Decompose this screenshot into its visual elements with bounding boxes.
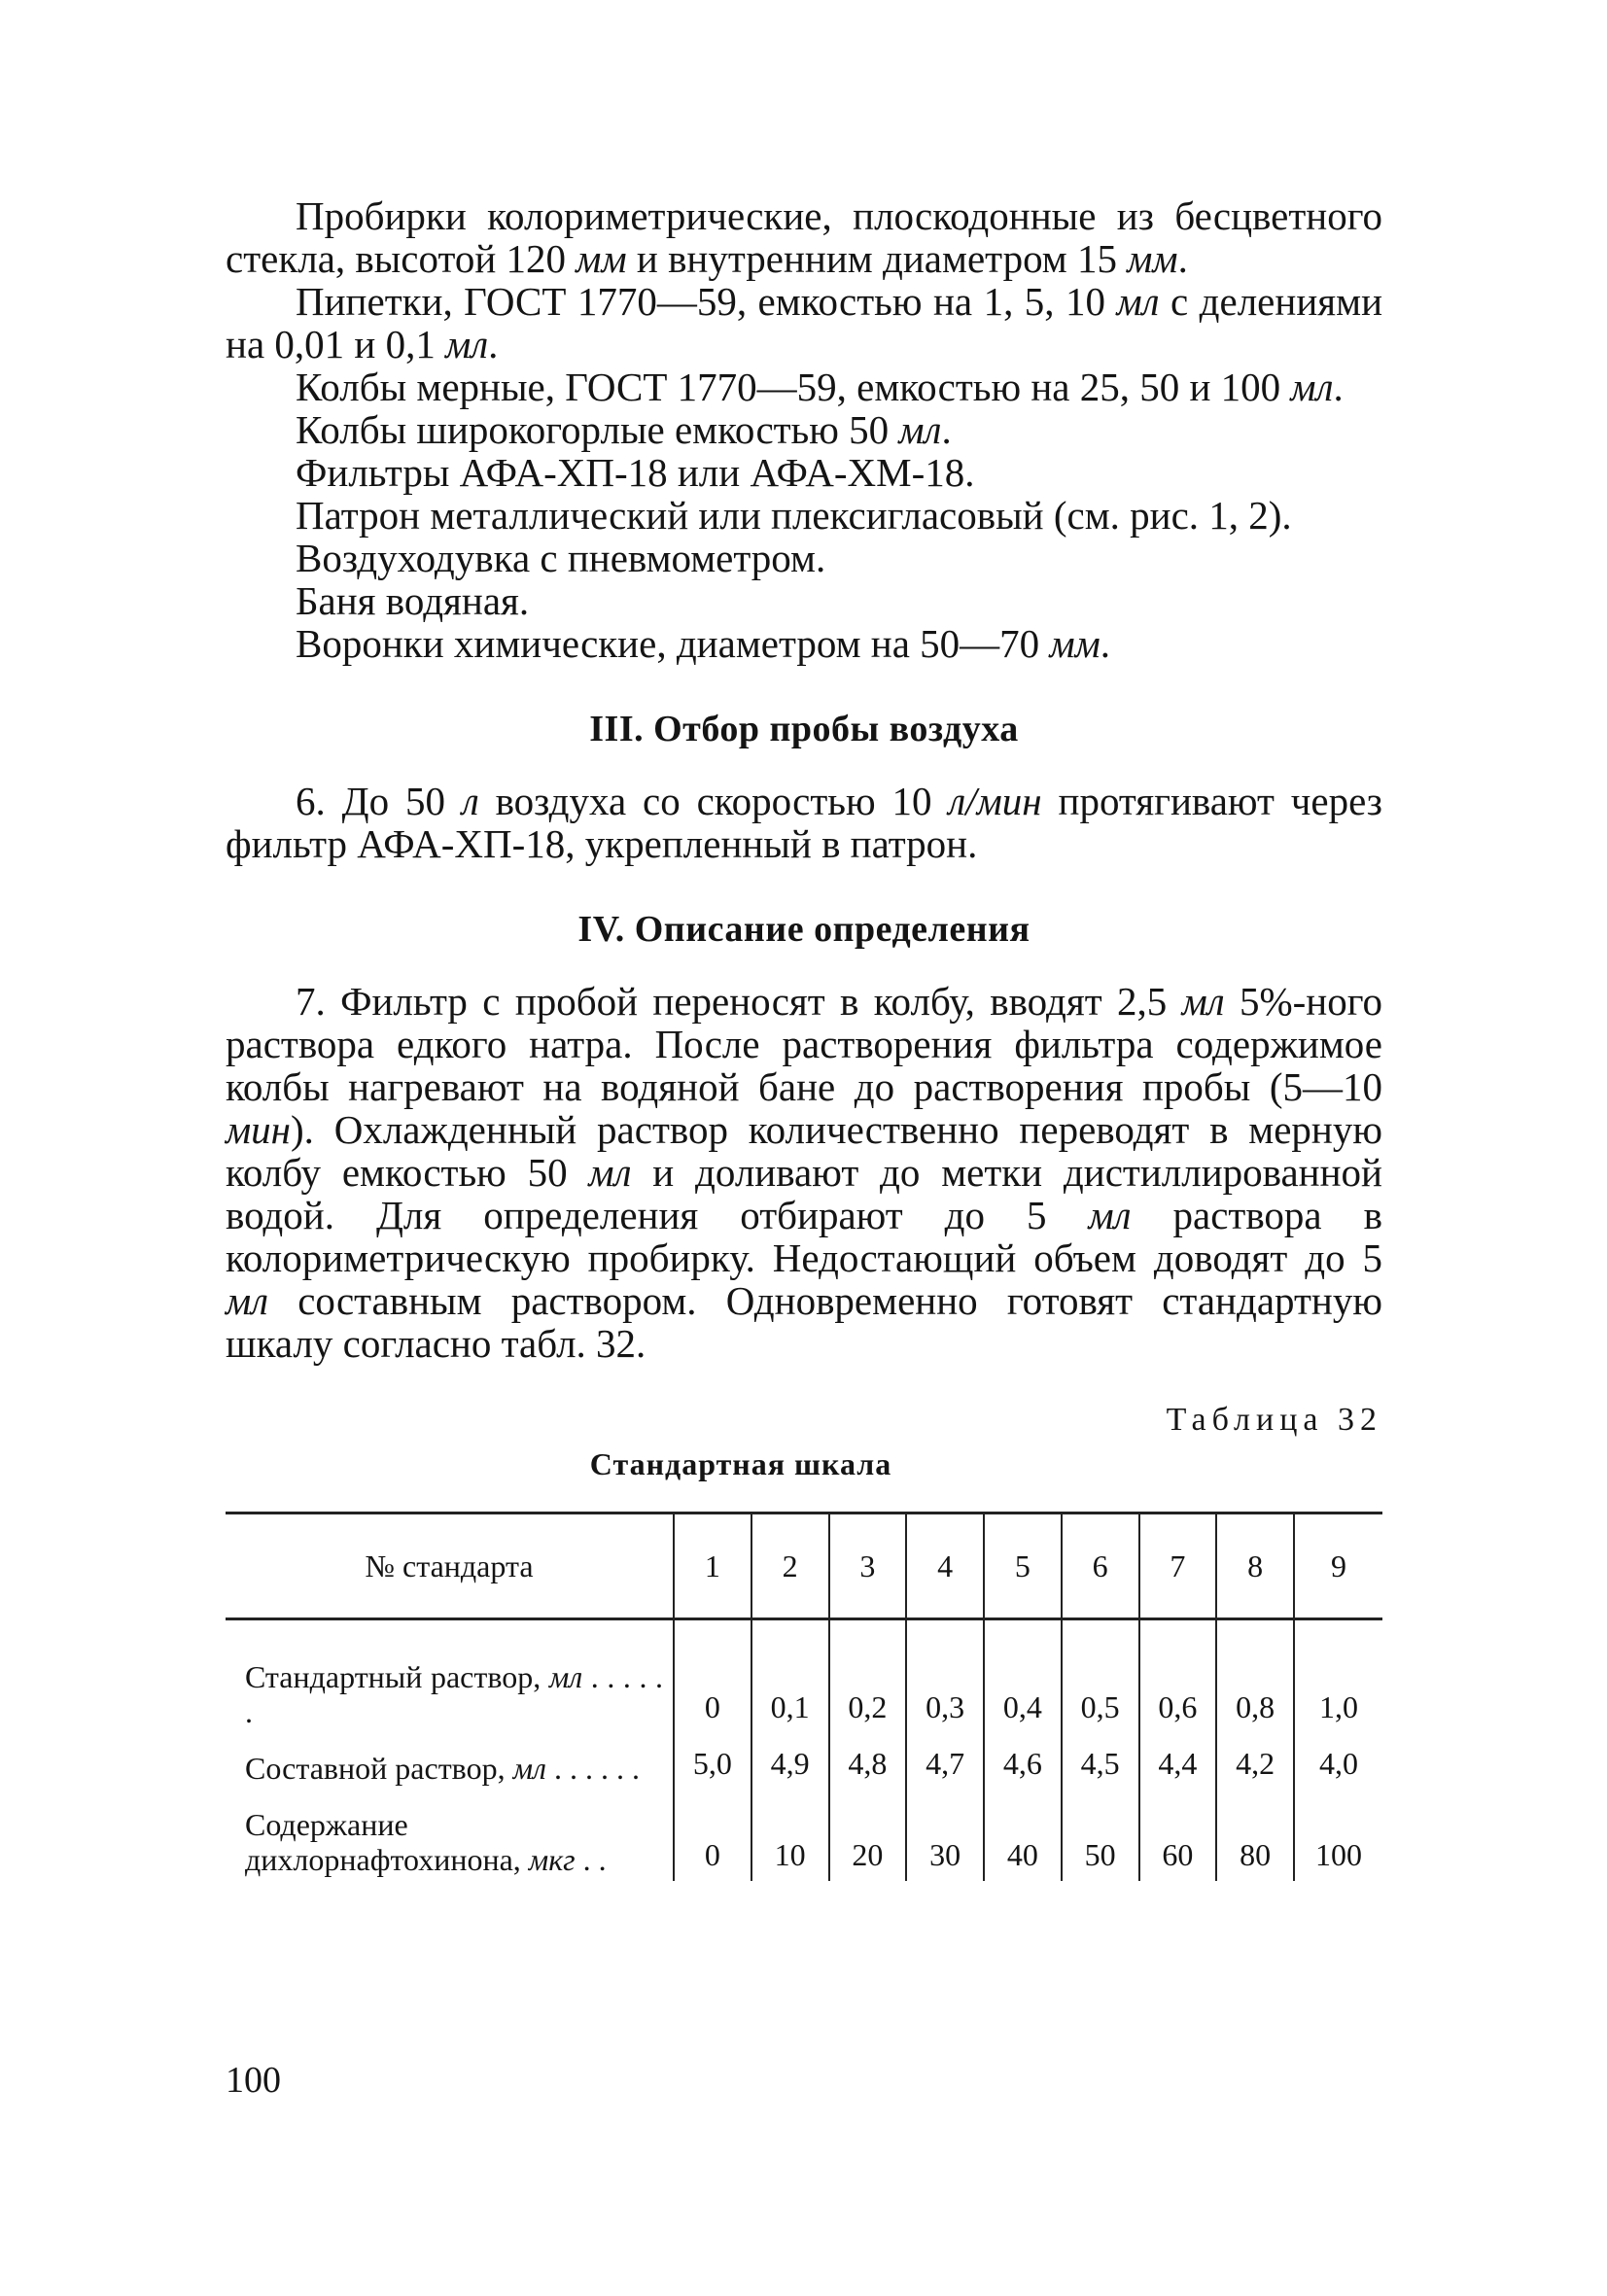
table-cell: 4,0 (1294, 1733, 1382, 1790)
section-heading-4: IV. Описание определения (577, 909, 1031, 950)
column-header: 9 (1294, 1513, 1382, 1619)
table-cell: 30 (906, 1790, 984, 1881)
section-4-paragraph (226, 980, 1382, 1365)
text-run: Колбы мерные, ГОСТ 1770—59, емкостью на 25, 50 и 100 (296, 365, 1291, 409)
table-cell: 0,8 (1216, 1619, 1294, 1734)
row-label (226, 1790, 674, 1881)
materials-item (226, 194, 1382, 280)
section-3-paragraph (226, 780, 1382, 865)
row-leader-dots: . . (575, 1842, 607, 1877)
text-run: протягивают через фильтр АФА-ХП-18, укрепленный в патрон. (226, 779, 1382, 866)
column-header: 5 (984, 1513, 1062, 1619)
document-page (226, 194, 1382, 1881)
text-run: раствора в колориметрическую пробирку. Недостающий объем доводят до 5 (226, 1193, 1382, 1280)
column-header: 4 (906, 1513, 984, 1619)
text-run: Баня водяная. (296, 578, 530, 623)
text-run: и внутренним диаметром 15 (626, 236, 1128, 281)
unit-abbrev: мин (226, 1107, 292, 1152)
table-row (226, 1790, 1382, 1881)
text-run: . (1100, 621, 1111, 666)
table-cell: 1,0 (1294, 1619, 1382, 1734)
unit-abbrev: мл (1181, 979, 1225, 1024)
materials-list (226, 194, 1382, 665)
text-run: Патрон металлический или плексигласовый (см. рис. 1, 2). (296, 493, 1292, 538)
row-unit: мкг (528, 1842, 576, 1877)
table-cell: 20 (829, 1790, 907, 1881)
section-heading-3: III. Отбор пробы воздуха (589, 709, 1019, 749)
unit-abbrev: мм (1127, 236, 1178, 281)
table-header-label: № стандарта (226, 1513, 674, 1619)
text-run: . (1333, 365, 1344, 409)
unit-abbrev: мл (445, 322, 489, 366)
column-header: 2 (751, 1513, 829, 1619)
text-run: Пипетки, ГОСТ 1770—59, емкостью на 1, 5, 10 (296, 279, 1117, 324)
text-run: Фильтры АФА-ХП-18 или АФА-ХМ-18. (296, 450, 975, 495)
table-cell: 0,4 (984, 1619, 1062, 1734)
text-run: Воронки химические, диаметром на 50—70 (296, 621, 1050, 666)
table-cell: 5,0 (674, 1733, 751, 1790)
materials-item (226, 408, 1382, 451)
text-run: . (941, 407, 952, 452)
unit-abbrev: л/мин (948, 779, 1042, 823)
text-run: 6. До 50 (296, 779, 462, 823)
table-cell: 0 (674, 1619, 751, 1734)
row-unit: мл (548, 1659, 583, 1694)
materials-item (226, 579, 1382, 622)
text-run: 5%-ного раствора едкого натра. После растворения фильтра содержимое колбы нагревают на водяной бане до растворения пробы (5—10 (226, 979, 1383, 1109)
table-cell: 40 (984, 1790, 1062, 1881)
page-number: 100 (226, 2060, 281, 2101)
text-run: и доливают до метки дистиллированной водой. Для определения отбирают до 5 (226, 1150, 1382, 1237)
text-run: с делениями на 0,01 и 0,1 (226, 279, 1383, 366)
unit-abbrev: мл (1088, 1193, 1132, 1237)
text-run: Воздуходувка с пневмометром. (296, 536, 826, 580)
text-run: составным раствором. Одновременно готовят стандартную шкалу согласно табл. 32. (226, 1278, 1382, 1366)
materials-item (226, 451, 1382, 494)
table-cell: 0,3 (906, 1619, 984, 1734)
table-header-row (226, 1513, 1382, 1619)
text-run: 7. Фильтр с пробой переносят в колбу, вводят 2,5 (296, 979, 1182, 1024)
table-label: Таблица 32 (1166, 1402, 1382, 1438)
table-cell: 4,2 (1216, 1733, 1294, 1790)
table-cell: 4,4 (1139, 1733, 1217, 1790)
standard-scale-table (226, 1512, 1382, 1881)
text-run: . (488, 322, 499, 366)
row-label-text: Содержание дихлорнафтохинона, (245, 1807, 529, 1877)
row-label (226, 1733, 674, 1790)
text-run: . (1177, 236, 1188, 281)
table-cell: 50 (1062, 1790, 1139, 1881)
row-label (226, 1619, 674, 1734)
table-cell: 10 (751, 1790, 829, 1881)
table-title: Стандартная шкала (589, 1446, 892, 1481)
table-cell: 0 (674, 1790, 751, 1881)
row-unit: мл (512, 1751, 546, 1786)
unit-abbrev: мл (588, 1150, 632, 1195)
text-run: ). Охлажденный раствор количественно переводят в мерную колбу емкостью 50 (226, 1107, 1382, 1195)
row-leader-dots: . . . . . . (545, 1751, 640, 1786)
table-cell: 4,6 (984, 1733, 1062, 1790)
column-header: 3 (829, 1513, 907, 1619)
row-label-text: Составной раствор, (245, 1751, 513, 1786)
table-cell: 0,2 (829, 1619, 907, 1734)
unit-abbrev: мл (1290, 365, 1334, 409)
table-cell: 0,6 (1139, 1619, 1217, 1734)
table-row (226, 1619, 1382, 1734)
table-cell: 80 (1216, 1790, 1294, 1881)
table-cell: 4,9 (751, 1733, 829, 1790)
table-cell: 4,7 (906, 1733, 984, 1790)
text-run: Пробирки колориметрические, плоскодонные из бесцветного стекла, высотой 120 (226, 193, 1382, 281)
table-cell: 4,8 (829, 1733, 907, 1790)
table-cell: 0,1 (751, 1619, 829, 1734)
table-cell: 60 (1139, 1790, 1217, 1881)
column-header: 1 (674, 1513, 751, 1619)
column-header: 6 (1062, 1513, 1139, 1619)
unit-abbrev: л (461, 779, 479, 823)
unit-abbrev: мл (1116, 279, 1160, 324)
unit-abbrev: мм (1049, 621, 1100, 666)
materials-item (226, 280, 1382, 365)
materials-item (226, 365, 1382, 408)
unit-abbrev: мм (576, 236, 627, 281)
materials-item (226, 622, 1382, 665)
column-header: 7 (1139, 1513, 1217, 1619)
materials-item (226, 494, 1382, 537)
materials-item (226, 537, 1382, 579)
table-cell: 4,5 (1062, 1733, 1139, 1790)
row-leader-dots: . . . . . . (245, 1659, 664, 1729)
table-cell: 0,5 (1062, 1619, 1139, 1734)
text-run: воздуха со скоростью 10 (478, 779, 949, 823)
unit-abbrev: мл (226, 1278, 269, 1323)
column-header: 8 (1216, 1513, 1294, 1619)
unit-abbrev: мл (898, 407, 942, 452)
table-row (226, 1733, 1382, 1790)
row-label-text: Стандартный раствор, (245, 1659, 549, 1694)
text-run: Колбы широкогорлые емкостью 50 (296, 407, 899, 452)
table-cell: 100 (1294, 1790, 1382, 1881)
